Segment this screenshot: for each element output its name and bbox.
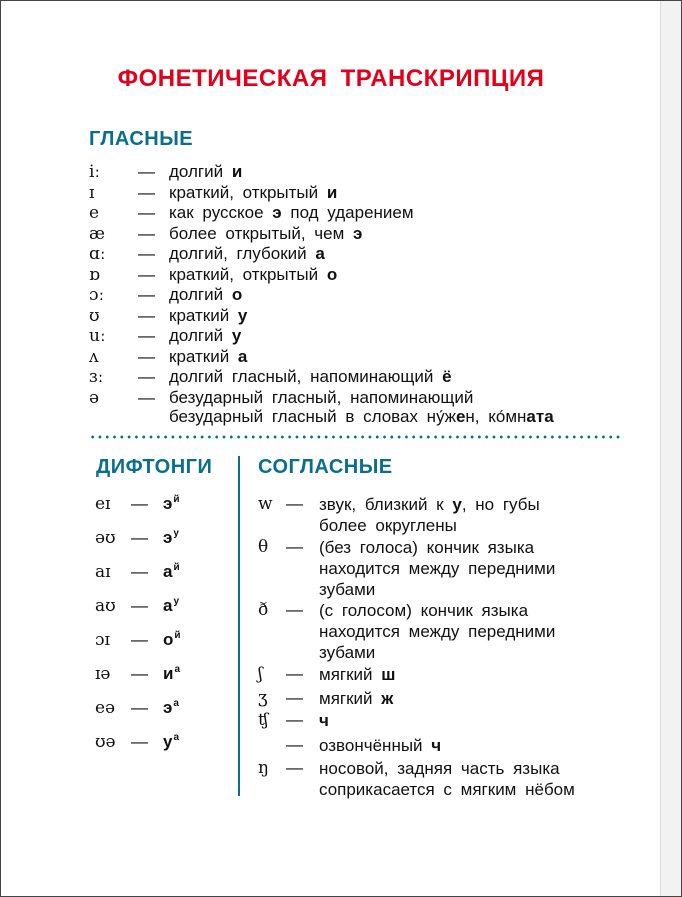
dash: — [131, 732, 148, 751]
dash: — [131, 664, 148, 683]
consonant-desc-bold: ч [319, 711, 329, 730]
vowel-symbol: ɑː [89, 244, 106, 264]
consonant-desc-bold: ж [381, 689, 394, 708]
diphthong-value: о [163, 630, 174, 649]
dash: — [286, 664, 303, 683]
consonant-desc: зубами [319, 643, 376, 662]
diphthongs-heading: ДИФТОНГИ [96, 456, 213, 478]
vowel-symbol: ʊ [89, 306, 100, 326]
diphthong-glide: а [173, 698, 179, 709]
schwa-example-bold-1: е [455, 407, 466, 426]
dash: — [138, 203, 155, 222]
dash: — [138, 347, 155, 366]
vowel-schwa-line2 [169, 407, 554, 427]
consonant-desc: звук, близкий к [319, 495, 453, 514]
diphthong-glide: й [173, 562, 180, 573]
vowel-symbol: æ [89, 224, 105, 244]
vowel-desc-bold: и [231, 162, 243, 181]
diphthong-value: а [163, 596, 173, 615]
vowel-desc: более открытый, чем [169, 224, 354, 243]
vowel-symbol: ɔː [89, 285, 105, 305]
dash: — [138, 326, 155, 345]
schwa-example-bold-2: ата [526, 407, 554, 426]
vowel-symbol: ɪ [89, 183, 95, 203]
consonant-desc: мягкий [319, 689, 382, 708]
dash: — [138, 183, 155, 202]
diphthong-symbol: aɪ [95, 562, 111, 582]
dotted-divider [89, 435, 624, 439]
vowel-desc: безударный гласный, напоминающий [169, 388, 474, 407]
diphthong-value: и [163, 664, 174, 683]
dash: — [286, 494, 303, 513]
dash: — [286, 758, 303, 777]
vowel-desc: как русское [169, 203, 273, 222]
consonant-symbol: ʒ [258, 688, 268, 708]
vowel-symbol: ɜː [89, 367, 104, 387]
dash: — [131, 698, 148, 717]
dash: — [138, 306, 155, 325]
consonant-symbol: ʧ [258, 710, 269, 730]
diphthong-symbol: ɔɪ [95, 630, 110, 650]
diphthong-value: э [163, 698, 173, 717]
consonant-desc: (без голоса) кончик языка [319, 538, 535, 557]
diphthong-value: э [163, 528, 173, 547]
dash: — [138, 224, 155, 243]
dash: — [286, 688, 303, 707]
diphthong-value: а [163, 562, 173, 581]
diphthong-glide: а [173, 732, 180, 743]
vowel-desc: краткий, открытый [169, 265, 327, 284]
dash: — [138, 162, 155, 181]
consonant-desc: соприкасается с мягким нёбом [319, 780, 575, 799]
consonant-desc: озвончённый [319, 736, 432, 755]
vowels-heading: ГЛАСНЫЕ [89, 128, 194, 150]
dash: — [138, 367, 155, 386]
diphthong-symbol: əʊ [95, 528, 116, 548]
dash: — [131, 596, 148, 615]
vowel-desc: краткий [169, 306, 238, 325]
vowel-desc: краткий [169, 347, 238, 366]
vowel-desc-bold: у [237, 306, 248, 325]
vowel-desc-bold: у [231, 326, 242, 345]
consonant-symbol: ʃ [258, 664, 263, 684]
diphthong-glide: у [173, 596, 180, 607]
vowel-symbol: ɒ [89, 265, 100, 285]
vowel-desc-bold: э [353, 224, 363, 243]
vowel-desc: долгий [169, 162, 232, 181]
vowel-symbol: uː [89, 326, 106, 346]
vowel-desc: под ударением [281, 203, 414, 222]
vowel-symbol: e [89, 203, 100, 223]
dash: — [138, 244, 155, 263]
dash: — [138, 388, 155, 407]
diphthong-symbol: ʊə [95, 732, 116, 752]
schwa-example-text: безударный гласный в словах ну́ж [169, 407, 456, 426]
consonant-desc-bold: ш [381, 665, 396, 684]
vowel-desc-bold: о [231, 285, 243, 304]
dash: — [286, 735, 303, 754]
vowel-desc-bold: а [315, 244, 325, 263]
consonants-heading: СОГЛАСНЫЕ [258, 456, 393, 478]
vowel-desc: краткий, открытый [169, 183, 327, 202]
consonant-desc: (с голосом) кончик языка [319, 601, 529, 620]
vowel-desc: долгий [169, 285, 232, 304]
schwa-example-text-2: н, ко́мн [465, 407, 527, 426]
consonant-desc: находится между передними [319, 559, 556, 578]
dash: — [131, 494, 148, 513]
vowel-desc-bold: э [272, 203, 282, 222]
diphthong-symbol: ɪə [95, 664, 111, 684]
page-edge [660, 1, 681, 896]
vowel-symbol: iː [89, 162, 101, 182]
vowel-symbol: ə [89, 388, 100, 408]
vowel-desc: долгий гласный, напоминающий [169, 367, 443, 386]
consonant-desc: находится между передними [319, 622, 556, 641]
dash: — [131, 630, 148, 649]
consonant-desc: зубами [319, 580, 376, 599]
dash: — [131, 528, 148, 547]
diphthong-value: у [163, 732, 173, 751]
vowel-desc-bold: и [326, 183, 338, 202]
consonant-desc: , но губы [461, 495, 540, 514]
consonant-desc-bold: ч [431, 736, 442, 755]
dash: — [286, 537, 303, 556]
consonant-symbol: ŋ [258, 758, 269, 778]
diphthong-symbol: aʊ [95, 596, 116, 616]
diphthong-value: э [163, 494, 173, 513]
page-title: ФОНЕТИЧЕСКАЯ ТРАНСКРИПЦИЯ [117, 65, 545, 92]
vowel-desc-bold: о [326, 265, 338, 284]
consonant-desc: носовой, задняя часть языка [319, 759, 560, 778]
dash: — [286, 710, 303, 729]
consonant-desc: более округлены [319, 516, 457, 535]
diphthong-symbol: eɪ [95, 494, 111, 514]
diphthong-glide: й [173, 494, 180, 505]
consonant-symbol: w [258, 494, 273, 514]
vowel-desc-bold: а [237, 347, 248, 366]
vowel-desc-bold: ё [442, 367, 452, 386]
diphthong-symbol: eə [95, 698, 116, 718]
dash: — [138, 265, 155, 284]
consonant-desc: мягкий [319, 665, 382, 684]
consonant-desc-bold: у [452, 495, 462, 514]
vowel-desc: долгий [169, 326, 232, 345]
dash: — [138, 285, 155, 304]
consonant-symbol: θ [258, 537, 269, 557]
consonant-symbol: ð [258, 600, 269, 620]
column-divider [238, 456, 240, 796]
vowel-symbol: ʌ [89, 347, 99, 367]
diphthong-glide: у [173, 528, 179, 539]
dash: — [286, 600, 303, 619]
dash: — [131, 562, 148, 581]
diphthong-glide: й [174, 630, 181, 641]
vowel-desc: долгий, глубокий [169, 244, 316, 263]
diphthong-glide: а [174, 664, 181, 675]
